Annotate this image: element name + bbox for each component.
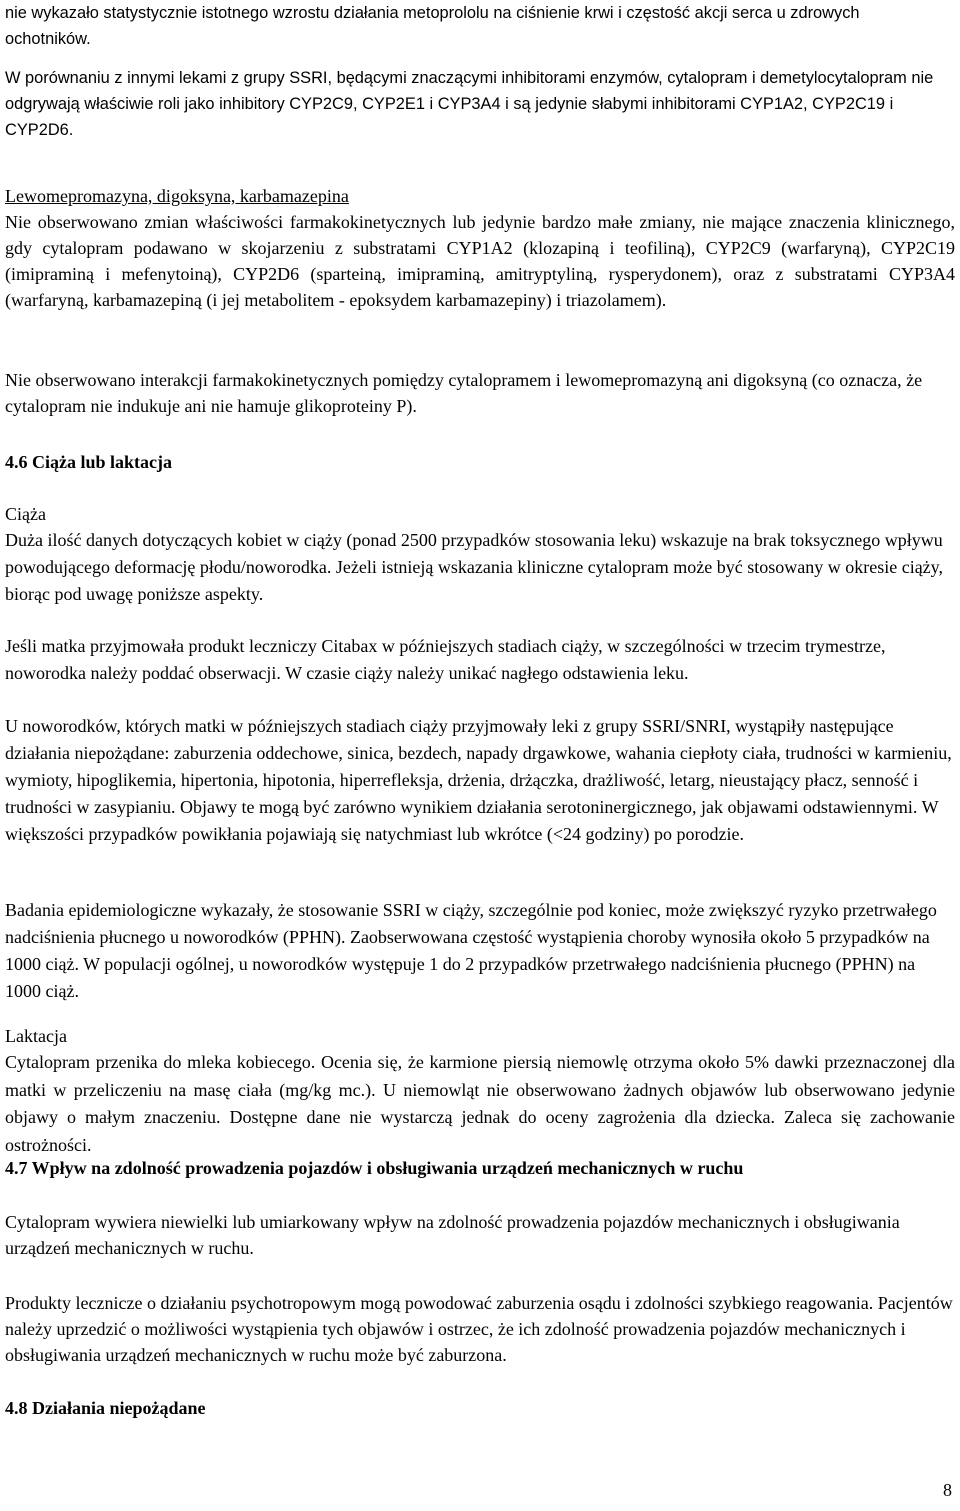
lactation-subheading: Laktacja — [5, 1026, 67, 1046]
pharmacokinetics-paragraph: Nie obserwowano zmian właściwości farmakokinetycznych lub jedynie bardzo małe zmiany, nie mające znaczenia klinicznego, gdy cytalopram podawano w skojarzeniu z substratami CYP1A2 (klozapiną i teofiliną), CYP2C9 (warfaryną), CYP2C19 (imipraminą i mefenytoiną), CYP2D6 (sparteiną, imipraminą, amitryptyliną, rysperydonem), oraz z substratami CYP3A4 (warfaryną, karbamazepiną (i jej metabolitem - epoksydem karbamazepiny) i triazolamem). — [5, 212, 955, 310]
digoxin-interaction-paragraph: Nie obserwowano interakcji farmakokinetycznych pomiędzy cytalopramem i lewomepromazyną ani digoksyną (co oznacza, że cytalopram nie indukuje ani nie hamuje glikoproteiny P). — [5, 370, 923, 416]
continuation-paragraph: nie wykazało statystycznie istotnego wzrostu działania metoprololu na ciśnienie krwi i częstość akcji serca u zdrowych ochotników. — [5, 4, 860, 48]
pregnancy-paragraph-2: Jeśli matka przyjmowała produkt leczniczy Citabax w późniejszych stadiach ciąży, w szczególności w trzecim trymestrze, noworodka należy poddać obserwacji. W czasie ciąży należy unikać nagłego odstawienia leku. — [5, 636, 886, 683]
page-number: 8 — [943, 1480, 952, 1500]
lewomepromazyna-subheading: Lewomepromazyna, digoksyna, karbamazepina — [5, 186, 349, 206]
pregnancy-paragraph-1: Duża ilość danych dotyczących kobiet w ciąży (ponad 2500 przypadków stosowania leku) wskazuje na brak toksycznego wpływu powodującego deformację płodu/noworodka. Jeżeli istnieją wskazania kliniczne cytalopram może być stosowany w okresie ciąży, biorąc pod uwagę poniższe aspekty. — [5, 530, 944, 604]
section-4-7-heading: 4.7 Wpływ na zdolność prowadzenia pojazdów i obsługiwania urządzeń mechanicznych w ruchu — [5, 1158, 744, 1178]
section-4-6-heading: 4.6 Ciąża lub laktacja — [5, 452, 173, 472]
lactation-paragraph: Cytalopram przenika do mleka kobiecego. Ocenia się, że karmione piersią niemowlę otrzyma około 5% dawki przeznaczonej dla matki w przeliczeniu na masę ciała (mg/kg mc.). U niemowląt nie obserwowano żadnych objawów lub obserwowano jedynie objawy o małym znaczeniu. Dostępne dane nie wystarczą jednak do oceny zagrożenia dla dziecka. Zaleca się zachowanie ostrożności. — [5, 1052, 955, 1155]
pregnancy-paragraph-4: Badania epidemiologiczne wykazały, że stosowanie SSRI w ciąży, szczególnie pod koniec, może zwiększyć ryzyko przetrwałego nadciśnienia płucnego u noworodków (PPHN). Zaobserwowana częstość wystąpienia choroby wynosiła około 5 przypadków na 1000 ciąż. W populacji ogólnej, u noworodków występuje 1 do 2 przypadków przetrwałego nadciśnienia płucnego (PPHN) na 1000 ciąż. — [5, 900, 937, 1001]
driving-paragraph-1: Cytalopram wywiera niewielki lub umiarkowany wpływ na zdolność prowadzenia pojazdów mechanicznych i obsługiwania urządzeń mechanicznych w ruchu. — [5, 1212, 900, 1258]
pregnancy-subheading: Ciąża — [5, 504, 46, 524]
ssri-inhibitor-paragraph: W porównaniu z innymi lekami z grupy SSRI, będącymi znaczącymi inhibitorami enzymów, cytalopram i demetylocytalopram nie odgrywają właściwie roli jako inhibitory CYP2C9, CYP2E1 i CYP3A4 i są jedynie słabymi inhibitorami CYP1A2, CYP2C19 i CYP2D6. — [5, 69, 934, 139]
pregnancy-paragraph-3: U noworodków, których matki w późniejszych stadiach ciąży przyjmowały leki z grupy SSRI/SNRI, wystąpiły następujące działania niepożądane: zaburzenia oddechowe, sinica, bezdech, napady drgawkowe, wahania ciepłoty ciała, trudności w karmieniu, wymioty, hipoglikemia, hipertonia, hipotonia, hiperrefleksja, drżenia, drżączka, drażliwość, letarg, nieustający płacz, senność i trudności w zasypianiu. Objawy te mogą być zarówno wynikiem działania serotoninergicznego, jak objawami odstawiennymi. W większości przypadków powikłania pojawiają się natychmiast lub wkrótce (<24 godziny) po porodzie. — [5, 716, 952, 844]
driving-paragraph-2: Produkty lecznicze o działaniu psychotropowym mogą powodować zaburzenia osądu i zdolności szybkiego reagowania. Pacjentów należy uprzedzić o możliwości wystąpienia tych objawów i ostrzec, że ich zdolność prowadzenia pojazdów mechanicznych i obsługiwania urządzeń mechanicznych w ruchu może być zaburzona. — [5, 1293, 953, 1365]
section-4-8-heading: 4.8 Działania niepożądane — [5, 1398, 206, 1418]
